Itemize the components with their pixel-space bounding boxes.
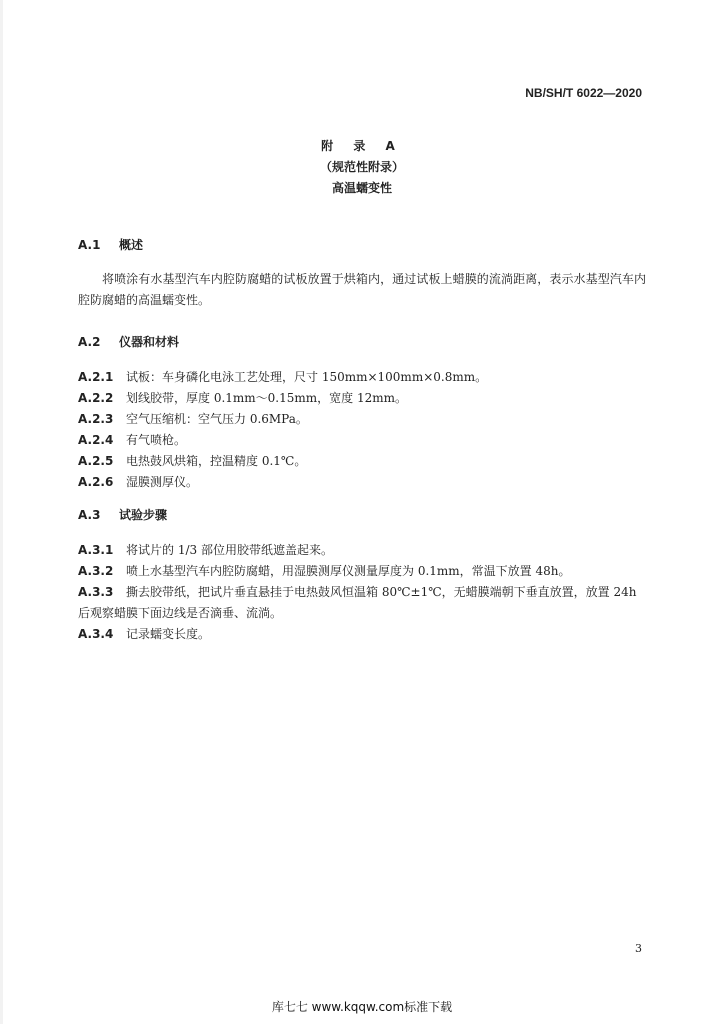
- item-text: 将试片的 1/3 部位用胶带纸遮盖起来。: [126, 543, 333, 557]
- item-number: A.2.4: [78, 433, 114, 447]
- list-item: [78, 430, 646, 451]
- section-title: 概述: [119, 238, 144, 252]
- section-heading-a2: [78, 333, 179, 350]
- list-item: [78, 561, 646, 582]
- item-number: A.3.2: [78, 564, 114, 578]
- list-item: [78, 409, 646, 430]
- list-item: [78, 388, 646, 409]
- item-text: 喷上水基型汽车内腔防腐蜡，用湿膜测厚仪测量厚度为 0.1mm，常温下放置 48h。: [126, 564, 571, 578]
- annex-title: 附 录 A: [321, 139, 403, 153]
- item-text: 撕去胶带纸，把试片垂直悬挂于电热鼓风恒温箱 80℃±1℃，无蜡膜端朝下垂直放置，放置 24h 后观察蜡膜下面边线是否滴垂、流淌。: [78, 585, 637, 620]
- item-text: 试板：车身磷化电泳工艺处理，尺寸 150mm×100mm×0.8mm。: [126, 370, 488, 384]
- item-number: A.2.6: [78, 475, 114, 489]
- item-number: A.3.1: [78, 543, 114, 557]
- item-number: A.2.5: [78, 454, 114, 468]
- section-heading-a1: [78, 236, 143, 253]
- item-number: A.2.1: [78, 370, 114, 384]
- annex-heading: [0, 136, 724, 199]
- section-heading-a3: [78, 506, 167, 523]
- item-number: A.3.4: [78, 627, 114, 641]
- item-text: 电热鼓风烘箱，控温精度 0.1℃。: [126, 454, 307, 468]
- footer-watermark: 库七七 www.kqqw.com标准下载: [271, 1000, 453, 1014]
- list-item: [78, 624, 646, 645]
- annex-type: （规范性附录）: [319, 160, 404, 174]
- item-number: A.3.3: [78, 585, 114, 599]
- annex-name: 高温蠕变性: [331, 181, 392, 195]
- list-item: [78, 451, 646, 472]
- item-text: 记录蠕变长度。: [126, 627, 211, 641]
- list-item: [78, 540, 646, 561]
- item-text: 划线胶带，厚度 0.1mm～0.15mm，宽度 12mm。: [126, 391, 407, 405]
- section-title: 试验步骤: [119, 508, 168, 522]
- item-number: A.2.2: [78, 391, 114, 405]
- item-number: A.2.3: [78, 412, 114, 426]
- standard-code: NB/SH/T 6022—2020: [525, 86, 642, 100]
- list-item: [78, 472, 646, 493]
- section-title: 仪器和材料: [119, 335, 180, 349]
- list-item: [78, 582, 646, 624]
- section-paragraph: 将喷涂有水基型汽车内腔防腐蜡的试板放置于烘箱内，通过试板上蜡膜的流淌距离，表示水基型汽车内腔防腐蜡的高温蠕变性。: [78, 272, 646, 307]
- item-text: 有气喷枪。: [126, 433, 187, 447]
- section-number: A.2: [78, 335, 101, 349]
- page-number: 3: [635, 942, 642, 955]
- section-number: A.3: [78, 508, 101, 522]
- item-text: 湿膜测厚仪。: [126, 475, 199, 489]
- list-item: [78, 367, 646, 388]
- section-number: A.1: [78, 238, 101, 252]
- item-text: 空气压缩机：空气压力 0.6MPa。: [126, 412, 308, 426]
